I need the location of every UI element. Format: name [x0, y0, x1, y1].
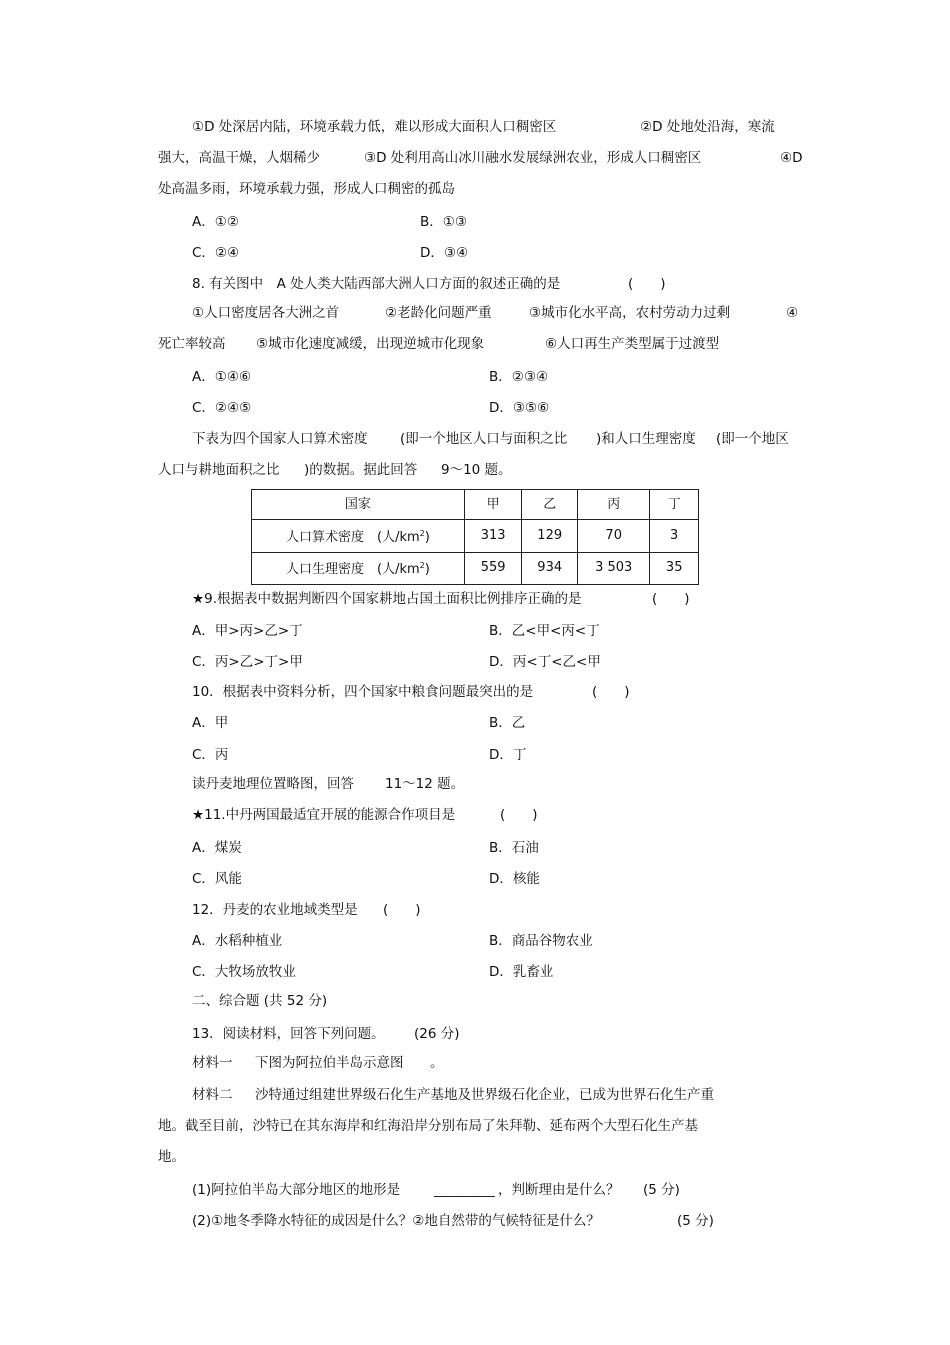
table-header-row	[252, 490, 699, 520]
q11-choice-a: A．煤炭	[192, 840, 242, 856]
intro910-part4: (即一个地区	[716, 431, 789, 447]
q7-option-2-cont: 强大，高温干燥，人烟稀少	[158, 150, 320, 166]
q13-stem: 13．阅读材料，回答下列问题。	[192, 1026, 385, 1042]
q13-part2-score: (5 分)	[677, 1213, 714, 1229]
material-1-text: 下图为阿拉伯半岛示意图	[255, 1055, 404, 1071]
table-cell: 3	[650, 520, 699, 552]
q10-choice-c: C．丙	[192, 747, 229, 763]
q13-score: (26 分)	[414, 1026, 460, 1042]
density-table	[251, 489, 699, 585]
table-cell: 559	[464, 552, 522, 584]
intro910-part6: )的数据。据此回答	[304, 462, 418, 478]
table-cell: 129	[522, 520, 578, 552]
table-header-cell: 甲	[464, 490, 522, 520]
q8-choice-c: C．②④⑤	[192, 400, 252, 416]
material-1-period: 。	[430, 1055, 444, 1071]
q9-stem: ★9.根据表中数据判断四个国家耕地占国土面积比例排序正确的是	[192, 591, 582, 607]
q9-choice-c: C．丙>乙>丁>甲	[192, 654, 303, 670]
q12-stem: 12．丹麦的农业地域类型是	[192, 902, 358, 918]
q8-option-5: ⑤城市化速度减缓，出现逆城市化现象	[256, 336, 485, 352]
table-header-cell: 丙	[578, 490, 650, 520]
q10-stem: 10．根据表中资料分析，四个国家中粮食问题最突出的是	[192, 684, 534, 700]
q12-choice-b: B．商品谷物农业	[489, 933, 593, 949]
table-cell: 313	[464, 520, 522, 552]
q10-choice-d: D．丁	[489, 747, 527, 763]
q12-choice-d: D．乳畜业	[489, 964, 554, 980]
section-heading: 二、综合题 (共 52 分)	[192, 993, 328, 1009]
q12-answer-paren: ( )	[383, 902, 421, 918]
intro910-part7: 9～10 题。	[441, 462, 512, 478]
intro1112-part1: 读丹麦地理位置略图，回答	[192, 776, 354, 792]
q7-choice-a: A．①②	[192, 214, 239, 230]
q11-answer-paren: ( )	[500, 807, 538, 823]
table-header-cell: 丁	[650, 490, 699, 520]
intro910-part1: 下表为四个国家人口算术密度	[192, 431, 368, 447]
q7-option-3: ③D 处利用高山冰川融水发展绿洲农业，形成人口稠密区	[364, 150, 702, 166]
q13-part2: (2)①地冬季降水特征的成因是什么？②地自然带的气候特征是什么？	[192, 1213, 600, 1229]
table-cell: 3 503	[578, 552, 650, 584]
q13-part1-blank[interactable]: _________	[434, 1182, 495, 1198]
q9-choice-b: B．乙<甲<丙<丁	[489, 623, 600, 639]
q13-part1-score: (5 分)	[643, 1182, 680, 1198]
material-2-line3: 地。	[158, 1149, 185, 1165]
q7-option-2: ②D 处地处沿海，寒流	[640, 119, 775, 135]
q13-part1: (1)阿拉伯半岛大部分地区的地形是	[192, 1182, 401, 1198]
q8-option-1: ①人口密度居各大洲之首	[192, 305, 340, 321]
q11-stem: ★11.中丹两国最适宜开展的能源合作项目是	[192, 807, 456, 823]
table-row-label: 人口算术密度 (人$/km^2$)	[252, 520, 465, 552]
material-2-line2: 地。截至目前，沙特已在其东海岸和红海沿岸分别布局了朱拜勒、延布两个大型石化生产基	[158, 1118, 698, 1134]
q7-choice-b: B．①③	[420, 214, 467, 230]
q7-option-4: ④D	[780, 150, 803, 166]
q8-choice-d: D．③⑤⑥	[489, 400, 550, 416]
q8-option-6: ⑥人口再生产类型属于过渡型	[545, 336, 720, 352]
q13-part1-cont: ，判断理由是什么？	[498, 1182, 620, 1198]
q8-option-4-cont: 死亡率较高	[158, 336, 226, 352]
table-header-cell: 乙	[522, 490, 578, 520]
q12-choice-c: C．大牧场放牧业	[192, 964, 296, 980]
q11-choice-d: D．核能	[489, 871, 540, 887]
table-row-label: 人口生理密度 (人$/km^2$)	[252, 552, 465, 584]
q9-choice-a: A．甲>丙>乙>丁	[192, 623, 303, 639]
q10-choice-a: A．甲	[192, 715, 229, 731]
intro1112-part2: 11～12 题。	[385, 776, 465, 792]
q12-choice-a: A．水稻种植业	[192, 933, 283, 949]
q8-option-4: ④	[786, 305, 799, 321]
q11-choice-c: C．风能	[192, 871, 242, 887]
q10-choice-b: B．乙	[489, 715, 526, 731]
intro910-part5: 人口与耕地面积之比	[158, 462, 280, 478]
intro910-part3: )和人口生理密度	[596, 431, 696, 447]
table-header-cell: 国家	[252, 490, 465, 520]
material-2-text: 沙特通过组建世界级石化生产基地及世界级石化企业，已成为世界石化生产重	[255, 1087, 714, 1103]
q7-choice-d: D．③④	[420, 245, 469, 261]
q8-choice-b: B．②③④	[489, 369, 549, 385]
material-2-label: 材料二	[192, 1087, 233, 1103]
q9-answer-paren: ( )	[652, 591, 690, 607]
q9-choice-d: D．丙<丁<乙<甲	[489, 654, 601, 670]
table-row	[252, 520, 699, 552]
intro910-part2: (即一个地区人口与面积之比	[400, 431, 568, 447]
q8-choice-a: A．①④⑥	[192, 369, 252, 385]
material-1-label: 材料一	[192, 1055, 233, 1071]
q8-answer-paren: ( )	[628, 276, 666, 292]
table-row	[252, 552, 699, 584]
q11-choice-b: B．石油	[489, 840, 539, 856]
table-cell: 35	[650, 552, 699, 584]
q7-option-1: ①D 处深居内陆，环境承载力低，难以形成大面积人口稠密区	[192, 119, 557, 135]
q7-option-4-cont: 处高温多雨，环境承载力强，形成人口稠密的孤岛	[158, 181, 455, 197]
q10-answer-paren: ( )	[592, 684, 630, 700]
q8-option-2: ②老龄化问题严重	[385, 305, 492, 321]
table-cell: 70	[578, 520, 650, 552]
q8-stem: 8. 有关图中 A 处人类大陆西部大洲人口方面的叙述正确的是	[192, 276, 561, 292]
table-cell: 934	[522, 552, 578, 584]
q7-choice-c: C．②④	[192, 245, 240, 261]
q8-option-3: ③城市化水平高，农村劳动力过剩	[529, 305, 731, 321]
